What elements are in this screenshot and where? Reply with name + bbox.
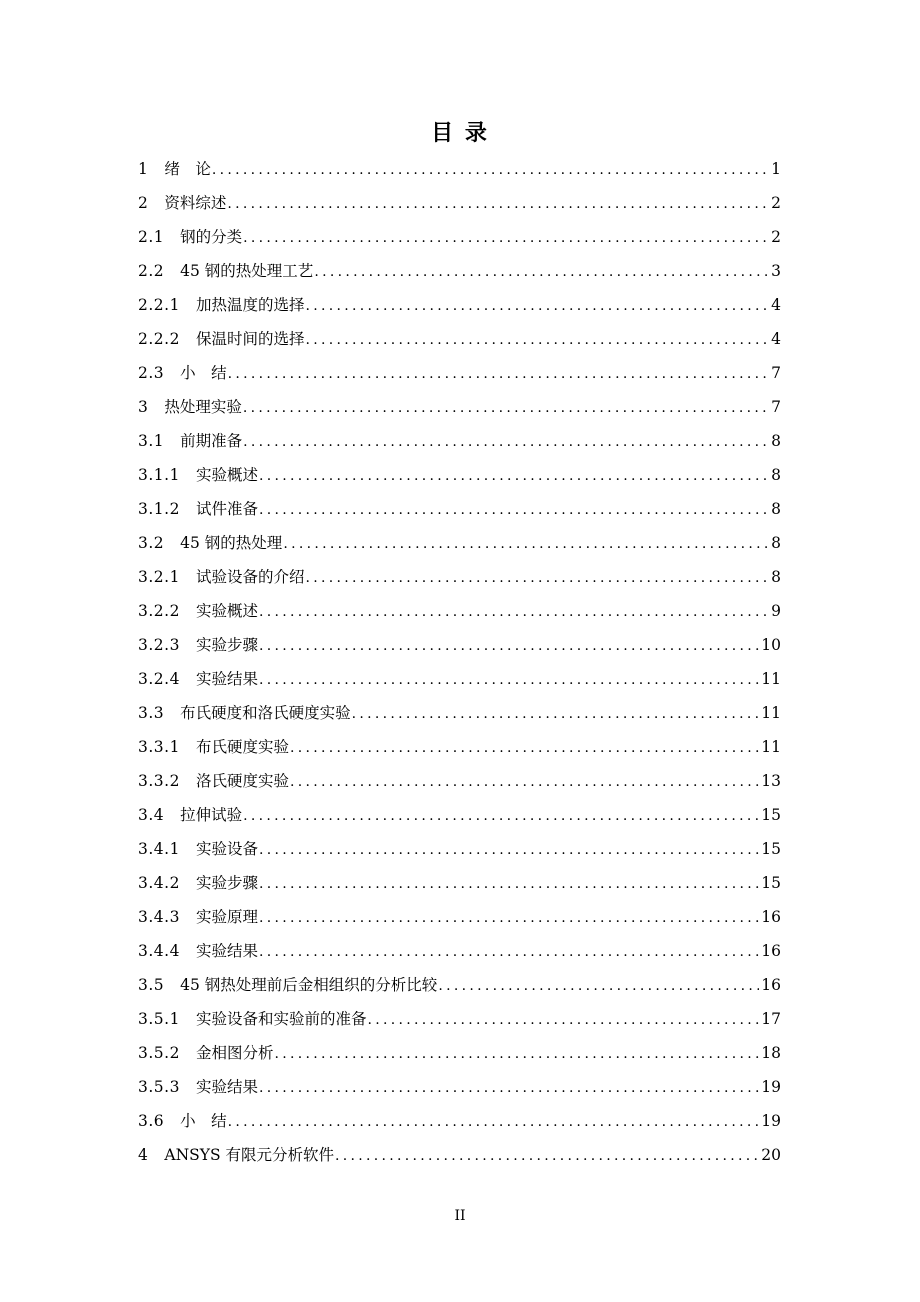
toc-dot-leader — [314, 255, 769, 289]
toc-entry[interactable] — [138, 968, 781, 1002]
toc-entry-title: 实验原理 — [195, 908, 258, 926]
toc-dot-leader — [305, 323, 769, 357]
toc-entry-number: 3.1.1 — [138, 466, 180, 484]
toc-entry-page: 19 — [761, 1112, 781, 1130]
toc-entry-number: 3.2 — [138, 534, 165, 552]
toc-entry-title: 前期准备 — [180, 432, 243, 450]
toc-dot-leader — [290, 731, 759, 765]
toc-dot-leader — [438, 969, 759, 1003]
toc-entry-number: 3.3 — [138, 704, 165, 722]
toc-entry[interactable] — [138, 186, 781, 220]
toc-dot-leader — [259, 833, 759, 867]
toc-entry-title: 实验结果 — [195, 942, 258, 960]
toc-entry[interactable] — [138, 458, 781, 492]
toc-entry-title: 小 结 — [180, 1112, 227, 1130]
toc-entry-title: 小 结 — [180, 364, 227, 382]
toc-entry-number: 4 — [138, 1146, 149, 1164]
toc-entry-page: 17 — [761, 1010, 781, 1028]
toc-dot-leader — [259, 493, 769, 527]
toc-entry[interactable] — [138, 424, 781, 458]
table-of-contents — [138, 152, 781, 1172]
toc-entry-page: 2 — [771, 194, 781, 212]
toc-entry-page: 7 — [771, 364, 781, 382]
toc-entry-number: 3.5 — [138, 976, 165, 994]
toc-dot-leader — [212, 153, 769, 187]
toc-entry-title: 试件准备 — [195, 500, 258, 518]
toc-entry-page: 11 — [761, 738, 781, 756]
toc-entry-number: 1 — [138, 160, 149, 178]
toc-dot-leader — [243, 221, 769, 255]
toc-entry-number: 3.4.1 — [138, 840, 180, 858]
toc-entry-page: 16 — [761, 908, 781, 926]
toc-entry-title: 布氏硬度实验 — [195, 738, 289, 756]
toc-entry[interactable] — [138, 934, 781, 968]
toc-entry[interactable] — [138, 152, 781, 186]
toc-entry-page: 8 — [771, 466, 781, 484]
toc-entry-number: 3 — [138, 398, 149, 416]
toc-dot-leader — [290, 765, 759, 799]
toc-entry-number: 2.1 — [138, 228, 165, 246]
toc-entry-number: 3.3.2 — [138, 772, 180, 790]
toc-dot-leader — [367, 1003, 759, 1037]
toc-entry-page: 18 — [761, 1044, 781, 1062]
toc-entry-page: 2 — [771, 228, 781, 246]
toc-dot-leader — [243, 425, 769, 459]
toc-dot-leader — [305, 561, 769, 595]
toc-entry-number: 3.6 — [138, 1112, 165, 1130]
toc-entry-page: 3 — [771, 262, 781, 280]
toc-dot-leader — [259, 459, 769, 493]
toc-entry[interactable] — [138, 322, 781, 356]
toc-entry-number: 3.2.4 — [138, 670, 180, 688]
toc-entry-page: 8 — [771, 500, 781, 518]
toc-title: 目 录 — [431, 121, 489, 146]
toc-entry-title: 资料综述 — [164, 194, 227, 212]
toc-entry-number: 2.2.2 — [138, 330, 180, 348]
toc-entry-number: 3.5.3 — [138, 1078, 180, 1096]
toc-entry-number: 3.2.1 — [138, 568, 180, 586]
toc-entry-number: 3.4.3 — [138, 908, 180, 926]
toc-entry-title: 绪 论 — [164, 160, 211, 178]
toc-entry[interactable] — [138, 288, 781, 322]
toc-entry-title: 布氏硬度和洛氏硬度实验 — [180, 704, 351, 722]
toc-entry-page: 1 — [771, 160, 781, 178]
toc-entry[interactable] — [138, 254, 781, 288]
toc-dot-leader — [259, 901, 759, 935]
toc-entry-title: 实验设备和实验前的准备 — [195, 1010, 367, 1028]
toc-entry-title: 实验结果 — [195, 1078, 258, 1096]
toc-entry[interactable] — [138, 220, 781, 254]
toc-entry-title: 实验概述 — [195, 602, 258, 620]
toc-entry-page: 16 — [761, 976, 781, 994]
toc-entry[interactable] — [138, 1138, 781, 1172]
toc-entry-title: 实验概述 — [195, 466, 258, 484]
toc-entry-page: 8 — [771, 534, 781, 552]
toc-entry-title: 钢的分类 — [180, 228, 243, 246]
toc-entry-number: 3.1.2 — [138, 500, 180, 518]
toc-dot-leader — [243, 391, 769, 425]
toc-entry-page: 13 — [761, 772, 781, 790]
toc-entry-number: 3.5.1 — [138, 1010, 180, 1028]
toc-entry-number: 3.4 — [138, 806, 165, 824]
toc-dot-leader — [259, 663, 759, 697]
toc-entry[interactable] — [138, 356, 781, 390]
toc-entry-page: 9 — [771, 602, 781, 620]
toc-dot-leader — [352, 697, 760, 731]
toc-dot-leader — [259, 595, 769, 629]
page-number: II — [454, 1208, 466, 1224]
toc-entry-page: 15 — [761, 840, 781, 858]
toc-dot-leader — [259, 867, 759, 901]
toc-dot-leader — [283, 527, 769, 561]
toc-dot-leader — [259, 1071, 759, 1105]
toc-entry[interactable] — [138, 662, 781, 696]
toc-dot-leader — [227, 187, 769, 221]
toc-entry-page: 16 — [761, 942, 781, 960]
toc-entry[interactable] — [138, 492, 781, 526]
toc-entry-number: 3.4.2 — [138, 874, 180, 892]
toc-entry-page: 20 — [761, 1146, 781, 1164]
toc-dot-leader — [305, 289, 769, 323]
toc-entry-title: 保温时间的选择 — [195, 330, 305, 348]
toc-entry-number: 2.3 — [138, 364, 165, 382]
toc-entry-number: 3.2.2 — [138, 602, 180, 620]
toc-entry-title: ANSYS 有限元分析软件 — [164, 1146, 335, 1164]
toc-entry-number: 3.2.3 — [138, 636, 180, 654]
toc-entry-number: 3.3.1 — [138, 738, 180, 756]
toc-entry-title: 热处理实验 — [164, 398, 242, 416]
toc-entry-title: 45 钢的热处理工艺 — [180, 262, 314, 280]
toc-entry-number: 3.1 — [138, 432, 165, 450]
toc-entry-page: 7 — [771, 398, 781, 416]
toc-entry[interactable] — [138, 866, 781, 900]
toc-entry-title: 45 钢的热处理 — [180, 534, 283, 552]
toc-entry[interactable] — [138, 560, 781, 594]
toc-entry-page: 11 — [761, 670, 781, 688]
toc-entry[interactable] — [138, 1036, 781, 1070]
toc-dot-leader — [274, 1037, 759, 1071]
toc-entry-page: 10 — [761, 636, 781, 654]
toc-entry-page: 4 — [771, 330, 781, 348]
toc-entry[interactable] — [138, 526, 781, 560]
toc-entry-page: 19 — [761, 1078, 781, 1096]
toc-entry[interactable] — [138, 798, 781, 832]
toc-entry-title: 试验设备的介绍 — [195, 568, 305, 586]
toc-entry-page: 8 — [771, 568, 781, 586]
toc-entry-title: 实验结果 — [195, 670, 258, 688]
toc-entry-title: 实验步骤 — [195, 874, 258, 892]
toc-entry[interactable] — [138, 764, 781, 798]
toc-entry-title: 加热温度的选择 — [195, 296, 305, 314]
toc-dot-leader — [259, 629, 759, 663]
toc-entry-number: 2.2 — [138, 262, 165, 280]
toc-entry-title: 实验设备 — [195, 840, 258, 858]
toc-entry-page: 15 — [761, 806, 781, 824]
toc-entry-page: 8 — [771, 432, 781, 450]
toc-entry[interactable] — [138, 832, 781, 866]
toc-dot-leader — [228, 357, 769, 391]
toc-entry[interactable] — [138, 1104, 781, 1138]
toc-entry-page: 15 — [761, 874, 781, 892]
toc-entry-page: 4 — [771, 296, 781, 314]
toc-entry[interactable] — [138, 1070, 781, 1104]
toc-dot-leader — [259, 935, 759, 969]
toc-entry-number: 2.2.1 — [138, 296, 180, 314]
toc-entry-title: 洛氏硬度实验 — [195, 772, 289, 790]
toc-entry-title: 45 钢热处理前后金相组织的分析比较 — [180, 976, 438, 994]
toc-entry[interactable] — [138, 730, 781, 764]
toc-entry-title: 拉伸试验 — [180, 806, 243, 824]
toc-entry[interactable] — [138, 696, 781, 730]
toc-entry[interactable] — [138, 390, 781, 424]
toc-entry[interactable] — [138, 1002, 781, 1036]
toc-entry-title: 金相图分析 — [195, 1044, 274, 1062]
toc-entry-page: 11 — [761, 704, 781, 722]
toc-entry-number: 3.5.2 — [138, 1044, 180, 1062]
toc-entry-number: 3.4.4 — [138, 942, 180, 960]
toc-dot-leader — [335, 1139, 759, 1173]
toc-dot-leader — [243, 799, 759, 833]
toc-entry[interactable] — [138, 594, 781, 628]
toc-dot-leader — [228, 1105, 760, 1139]
toc-entry-number: 2 — [138, 194, 149, 212]
toc-entry[interactable] — [138, 900, 781, 934]
toc-entry[interactable] — [138, 628, 781, 662]
toc-entry-title: 实验步骤 — [195, 636, 258, 654]
